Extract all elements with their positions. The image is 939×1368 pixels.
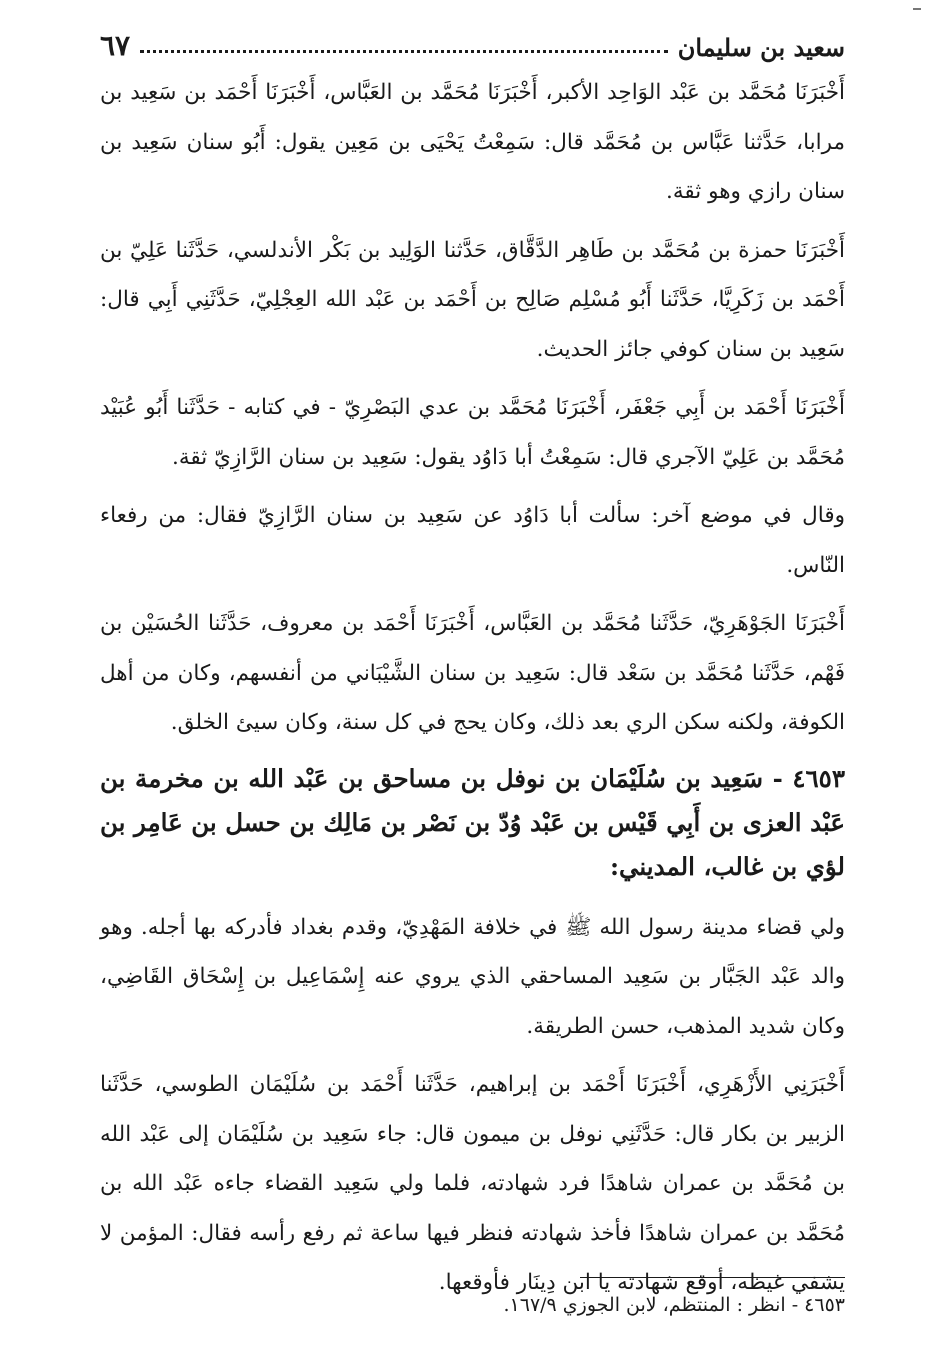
paragraph: وقال في موضع آخر: سألت أبا دَاوُد عن سَعِيد بن سنان الرَّازِيّ فقال: من رفعاء النّاس. <box>100 503 845 578</box>
main-text <box>100 68 845 1317</box>
paragraph: أَخْبَرَنَا مُحَمَّد بن عَبْد الوَاحِد الأكبر، أَخْبَرَنَا مُحَمَّد بن العَبَّاس، أَخْبَرَنَا أَحْمَد بن سَعِيد بن مرابا، حَدَّثنا عَبَّاس بن مُحَمَّد قال: سَمِعْتُ يَحْيَى بن مَعِين يقول: أَبُو سنان سَعِيد بن سنان رازي وهو ثقة. <box>100 80 845 204</box>
footnote: ٤٦٥٣ - انظر : المنتظم، لابن الجوزي ١٦٧/٩. <box>503 1294 845 1316</box>
footnote-rule <box>580 1277 845 1278</box>
paragraph: أَخْبَرَنَا الجَوْهَرِيّ، حَدَّثَنا مُحَمَّد بن العَبَّاس، أَخْبَرَنَا أَحْمَد بن معروف، حَدَّثَنا الحُسَيْن بن فَهْم، حَدَّثَنا مُحَمَّد بن سَعْد قال: سَعِيد بن سنان الشَّيْبَاني من أنفسهم، وكان من أهل الكوفة، ولكنه سكن الري بعد ذلك، وكان يحج في كل سنة، وكان سيئ الخلق. <box>100 611 845 735</box>
dotted-leader <box>140 50 668 53</box>
entry-paragraph: أَخْبَرَنِي الأَزْهَرِي، أَخْبَرَنَا أَحْمَد بن إبراهيم، حَدَّثَنا أَحْمَد بن سُلَيْمَان الطوسي، حَدَّثَنا الزبير بن بكار قال: حَدَّثَنِي نوفل بن ميمون قال: جاء سَعِيد بن سُلَيْمَان إلى عَبْد الله بن مُحَمَّد بن عمران شاهدًا فرد شهادته، فلما ولي سَعِيد القضاء جاءه عَبْد الله بن مُحَمَّد بن عمران شاهدًا فأخذ شهادته فنظر فيها ساعة ثم رفع رأسه فقال: المؤمن لا يشفي غيظه، أوقع شهادته يا ابن دِينَار فأوقعها. <box>100 1072 845 1295</box>
entry-paragraph: ولي قضاء مدينة رسول الله ﷺ في خلافة المَهْدِيّ، وقدم بغداد فأدركه بها أجله. وهو والد عَبْد الجَبَّار بن سَعِيد المساحقي الذي يروي عنه إِسْمَاعِيل بن إِسْحَاق القَاضِي، وكان شديد المذهب، حسن الطريقة. <box>100 914 845 1039</box>
running-title: سعيد بن سليمان <box>677 33 845 62</box>
paragraph: أَخْبَرَنَا حمزة بن مُحَمَّد بن طَاهِر الدَّقَّاق، حَدَّثنا الوَلِيد بن بَكْر الأندلسي، حَدَّثَنا عَلِيّ بن أَحْمَد بن زَكَرِيَّا، حَدَّثَنا أَبُو مُسْلِم صَالِح بن أَحْمَد بن عَبْد الله العِجْلِيّ، حَدَّثَنِي أَبِي قال: سَعِيد بن سنان كوفي جائز الحديث. <box>100 237 845 362</box>
entry-heading: ٤٦٥٣ - سَعِيد بن سُلَيْمَان بن نوفل بن مساحق بن عَبْد الله بن مخرمة بن عَبْد العزى بن أَبِي قَيْس بن عَبْد وُدّ بن نَصْر بن مَالِك بن حسل بن عَامِر بن لؤي بن غالب، المديني: <box>100 763 845 881</box>
page-header <box>100 22 845 62</box>
paragraph: أَخْبَرَنَا أَحْمَد بن أَبِي جَعْفَر، أَخْبَرَنَا مُحَمَّد بن عدي البَصْرِيّ - في كتابه - حَدَّثَنا أَبُو عُبَيْد مُحَمَّد بن عَلِيّ الآجري قال: سَمِعْتُ أبا دَاوُد يقول: سَعِيد بن سنان الرَّازِيّ ثقة. <box>100 395 845 470</box>
page-number: ٦٧ <box>100 29 131 62</box>
scan-edge-mark <box>913 8 921 10</box>
